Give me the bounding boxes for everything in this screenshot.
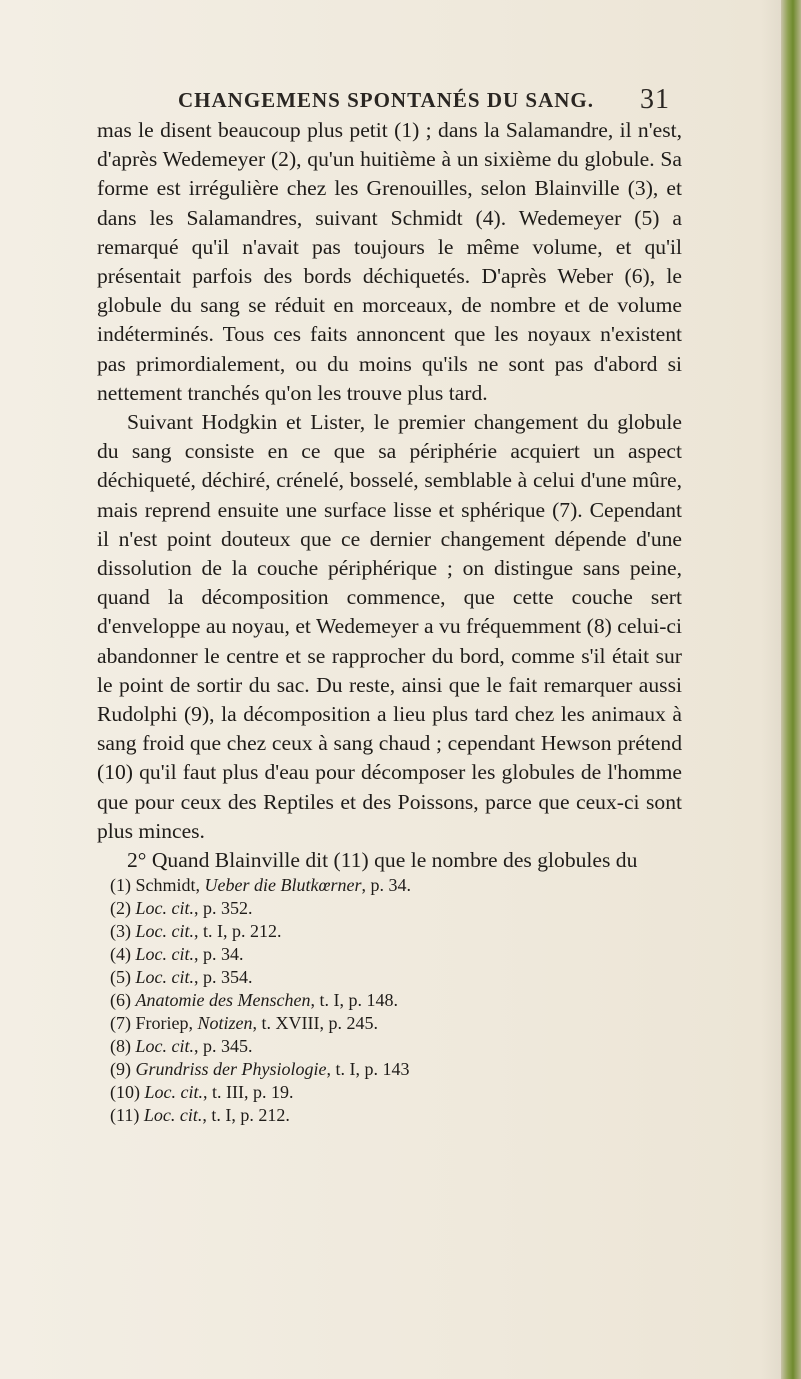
page-number: 31: [640, 84, 670, 115]
footnote: (1) Schmidt, Ueber die Blutkœrner, p. 34.: [110, 875, 411, 895]
footnote: (11) Loc. cit., t. I, p. 212.: [110, 1105, 290, 1125]
book-spine-edge: [781, 0, 801, 1379]
footnote: (5) Loc. cit., p. 354.: [110, 967, 253, 987]
footnote: (3) Loc. cit., t. I, p. 212.: [110, 921, 282, 941]
footnote: (7) Froriep, Notizen, t. XVIII, p. 245.: [110, 1013, 378, 1033]
body-text: [97, 116, 682, 875]
paragraph-1: mas le disent beaucoup plus petit (1) ; dans la Salamandre, il n'est, d'après Wedemeyer (2), qu'un huitième à un sixième du globule. Sa forme est irrégulière chez les Grenouilles, selon Blainville (3), et dans les Salamandres, suivant Schmidt (4). Wedemeyer (5) a remarqué qu'il n'avait pas toujours le même volume, et qu'il présentait parfois des bords déchiquetés. D'après Weber (6), le globule du sang se réduit en morceaux, de nombre et de volume indéterminés. Tous ces faits annoncent que les noyaux n'existent pas primordialement, ou du moins qu'ils ne sont pas d'abord si nettement tranchés qu'on les trouve plus tard.: [97, 118, 682, 405]
running-header: [178, 84, 670, 115]
footnote: (10) Loc. cit., t. III, p. 19.: [110, 1082, 294, 1102]
footnote: (4) Loc. cit., p. 34.: [110, 944, 244, 964]
running-title: CHANGEMENS SPONTANÉS DU SANG.: [178, 88, 594, 112]
paragraph-3: 2° Quand Blainville dit (11) que le nombre des globules du: [127, 848, 638, 873]
footnote: (6) Anatomie des Menschen, t. I, p. 148.: [110, 990, 398, 1010]
footnotes: [110, 874, 670, 1127]
footnote: (8) Loc. cit., p. 345.: [110, 1036, 253, 1056]
footnote: (9) Grundriss der Physiologie, t. I, p. 143: [110, 1059, 410, 1079]
footnote: (2) Loc. cit., p. 352.: [110, 898, 253, 918]
paragraph-2: Suivant Hodgkin et Lister, le premier changement du globule du sang consiste en ce que sa périphérie acquiert un aspect déchiqueté, déchiré, crénelé, bosselé, semblable à celui d'une mûre, mais reprend ensuite une surface lisse et sphérique (7). Cependant il n'est point douteux que ce dernier changement dépende d'une dissolution de la couche périphérique ; on distingue sans peine, quand la décomposition commence, que cette couche sert d'enveloppe au noyau, et Wedemeyer a vu fréquemment (8) celui-ci abandonner le centre et se rapprocher du bord, comme s'il était sur le point de sortir du sac. Du reste, ainsi que le fait remarquer aussi Rudolphi (9), la décomposition a lieu plus tard chez les animaux à sang froid que chez ceux à sang chaud ; cependant Hewson prétend (10) qu'il faut plus d'eau pour décomposer les globules de l'homme que pour ceux des Reptiles et des Poissons, parce que ceux-ci sont plus minces.: [97, 410, 682, 843]
